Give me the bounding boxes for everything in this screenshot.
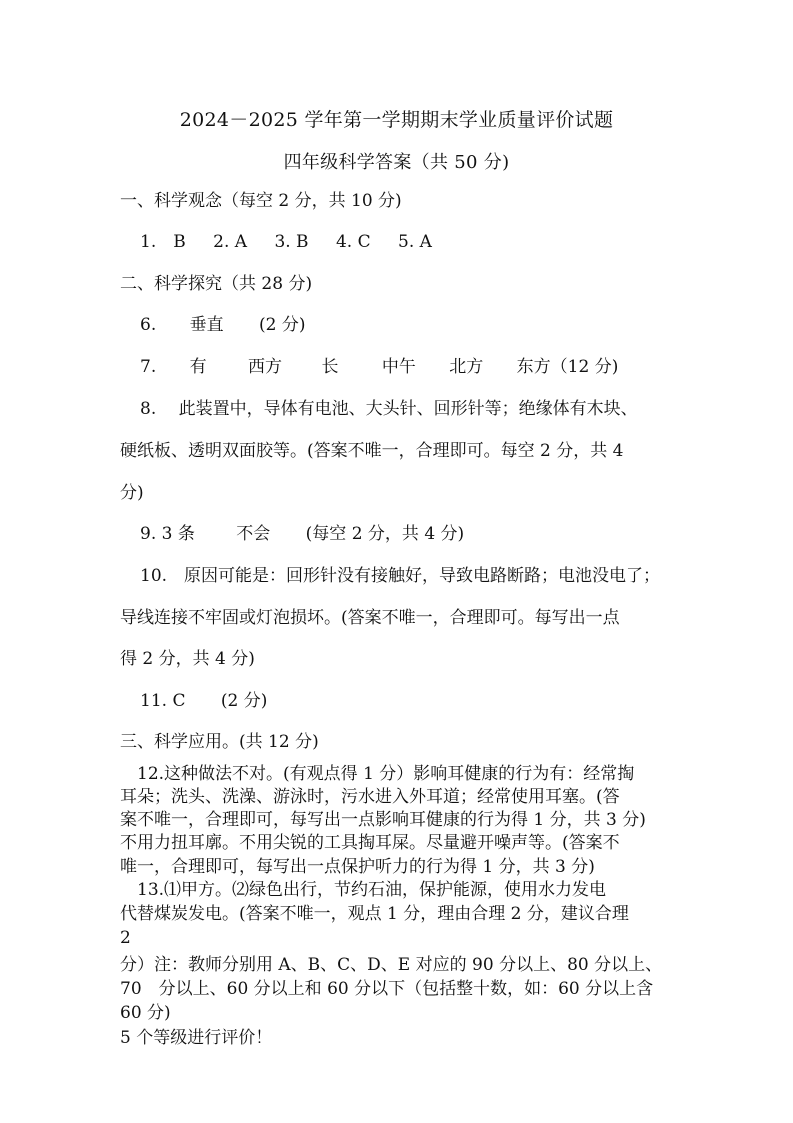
q7-number: 7. [140, 357, 157, 377]
section3-line-2: 耳朵；洗头、洗澡、游泳时，污水进入外耳道；经常使用耳塞。(答 [120, 787, 620, 807]
section3-line-12: 5 个等级进行评价！ [120, 1028, 273, 1048]
answer-4: 4. C [335, 232, 371, 252]
q9-score: (每空 2 分，共 4 分) [305, 524, 465, 544]
q6-answer: 垂直 [189, 315, 224, 335]
q9-answer-1: 9. 3 条 [140, 524, 195, 544]
q6-number: 6. [140, 315, 157, 335]
section2-heading: 二、科学探究（共 28 分) [120, 274, 313, 294]
q8-line-1: 8. 此装置中，导体有电池、大头针、回形针等；绝缘体有木块、 [140, 399, 638, 419]
section1-heading: 一、科学观念（每空 2 分，共 10 分) [120, 191, 402, 211]
q7-answer-3: 长 [321, 357, 339, 377]
answer-2: 2. A [213, 232, 248, 252]
question-7 [140, 356, 618, 378]
section3-line-11: 60 分) [120, 1003, 171, 1023]
q11-score: (2 分) [220, 691, 268, 711]
section1-answers [140, 231, 432, 253]
section3-line-4: 不用力扭耳廓。不用尖锐的工具掏耳屎。尽量避开噪声等。(答案不 [120, 833, 620, 853]
q7-answer-5: 北方 [449, 357, 484, 377]
q6-score: (2 分) [259, 315, 306, 335]
q7-answer-2: 西方 [248, 357, 283, 377]
page-subtitle: 四年级科学答案（共 50 分) [283, 152, 510, 173]
q7-answer-4: 中午 [381, 357, 416, 377]
section3-line-10: 70 分以上、60 分以上和 60 分以下（包括整十数，如：60 分以上含 [120, 979, 654, 999]
q8-line-2: 硬纸板、透明双面胶等。(答案不唯一，合理即可。每空 2 分，共 4 [120, 441, 624, 461]
answer-5: 5. A [398, 232, 432, 252]
q8-line-3: 分) [120, 483, 144, 503]
section3-line-3: 案不唯一，合理即可，每写出一点影响耳健康的行为得 1 分，共 3 分) [120, 810, 646, 830]
q10-line-1: 10. 原因可能是：回形针没有接触好，导致电路断路；电池没电了； [140, 566, 661, 586]
q9-answer-2: 不会 [236, 524, 271, 544]
question-9 [140, 523, 464, 545]
section3-line-9: 分）注：教师分别用 A、B、C、D、E 对应的 90 分以上、80 分以上、 [120, 955, 663, 975]
q11-answer: 11. C [140, 691, 186, 711]
answer-1: 1. B [140, 232, 186, 252]
q10-line-3: 得 2 分，共 4 分) [120, 649, 255, 669]
section3-line-7: 代替煤炭发电。(答案不唯一，观点 1 分，理由合理 2 分，建议合理 [120, 904, 629, 924]
question-6 [140, 314, 306, 336]
q7-answer-6: 东方（12 分) [516, 357, 619, 377]
answer-3: 3. B [274, 232, 309, 252]
section3-line-5: 唯一，合理即可，每写出一点保护听力的行为得 1 分，共 3 分) [120, 857, 595, 877]
section3-line-8: 2 [120, 928, 131, 948]
q10-line-2: 导线连接不牢固或灯泡损坏。(答案不唯一，合理即可。每写出一点 [120, 608, 620, 628]
section3-line-1: 12.这种做法不对。(有观点得 1 分）影响耳健康的行为有：经常掏 [120, 764, 635, 784]
section3-heading: 三、科学应用。(共 12 分) [120, 732, 319, 752]
section3-line-6: 13.⑴甲方。⑵绿色出行，节约石油，保护能源，使用水力发电 [120, 880, 607, 900]
page-title: 2024－2025 学年第一学期期末学业质量评价试题 [179, 109, 614, 131]
q7-answer-1: 有 [189, 357, 207, 377]
question-11 [140, 690, 267, 712]
